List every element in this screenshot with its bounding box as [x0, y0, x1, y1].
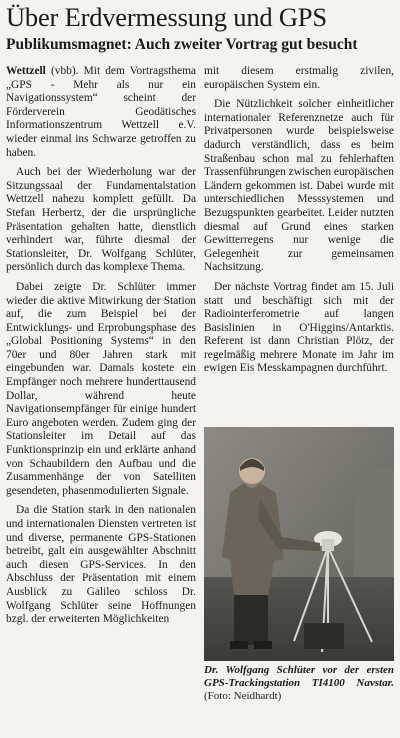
photo-credit: (Foto: Neidhardt): [204, 690, 282, 702]
article-headline: Über Erdvermessung und GPS: [6, 2, 327, 32]
article-subheadline: Publikumsmagnet: Auch zweiter Vortrag gut besucht: [6, 36, 358, 53]
dateline: Wettzell: [6, 65, 46, 77]
article-column-left: [6, 65, 196, 627]
body-paragraph: Dabei zeigte Dr. Schlüter immer wieder die aktive Mitwirkung der Station auf, die zum Beispiel bei der Entwicklungs- und Erprobungsphase des „Global Positioning Systems“ in den 70er und 80er Jahren stark mit eingebunden war. Damals kostete ein Empfänger noch mehrere hunderttausend Dollar, während heute Navigationsempfänger für einige hundert Euro angeboten werden. Zudem ging der Stationsleiter im Detail auf das Funktionsprinzip ein und erklärte anhand von Schaubildern den Aufbau und die Zusammenhänge der von Satelliten gesendeten, phasenmodulierten Signale.: [6, 280, 196, 497]
body-paragraph: Die Nützlichkeit solcher einheitlicher internationaler Referenznetze auch für Privatpersonen wurde beispielsweise dadurch verständlich, dass es beim Straßenbau schon mal zu fehlerhaften Trassenführungen zwischen europäischen Ländern gekommen ist. Dabei wurde mit unterschiedlichen Messsystemen und Bezugspunkten gearbeitet. Leider nutzten diesmal auf Grund eines starken Gewitterregens nur wenige die Gelegenheit zur gemeinsamen Nachsitzung.: [204, 98, 395, 274]
body-paragraph: mit diesem erstmalig zivilen, europäischen System ein.: [204, 65, 394, 91]
caption-text: Dr. Wolfgang Schlüter vor der ersten GPS-Trackingstation TI4100 Navstar.: [204, 664, 394, 689]
lead-text: (vbb). Mit dem Vortragsthema „GPS - Mehr als nur ein Navigationssystem“ scheint der Förderverein Geodätisches Informationszentrum Wettzell e.V. wieder einmal ins Schwarze getroffen zu haben.: [6, 65, 196, 159]
photo-illustration: [204, 427, 394, 661]
body-paragraph: Auch bei der Wiederholung war der Sitzungssaal der Fundamentalstation Wettzell nahezu komplett gefüllt. Da Stefan Herbertz, der die ursprüngliche Präsentation gehalten hatte, dienstlich verhindert war, führte diesmal der Stationsleiter, Dr. Wolfgang Schlüter, persönlich durch das komplexe Thema.: [6, 166, 196, 274]
gps-antenna-mount: [322, 539, 334, 551]
body-paragraph: Da die Station stark in den nationalen und internationalen Diensten vertreten ist und diverse, permanente GPS-Stationen betreibt, galt ein ausgewählter Abschnitt auch diesen GPS-Services. In den Abschluss der Präsentation mit einem Ausblick zu Galileo schloss Dr. Wolfgang Schlüter seine Hoffnungen bzgl. der erweiterten Möglichkeiten: [6, 504, 196, 626]
body-paragraph: Der nächste Vortrag findet am 15. Juli statt und beschäftigt sich mit der Radiointerferometrie auf langen Basislinien in O'Higgins/Antarktis. Referent ist dann Christian Plötz, der regelmäßig mehrere Monate im Jahr im ewigen Eis Messkampagnen durchführt.: [204, 280, 394, 375]
photo-caption: [204, 664, 394, 703]
article-column-right: [204, 65, 394, 376]
lead-paragraph: [6, 65, 196, 160]
equipment-case: [304, 623, 344, 649]
article-photo: [204, 427, 394, 661]
photo-wall-panel: [354, 467, 394, 577]
